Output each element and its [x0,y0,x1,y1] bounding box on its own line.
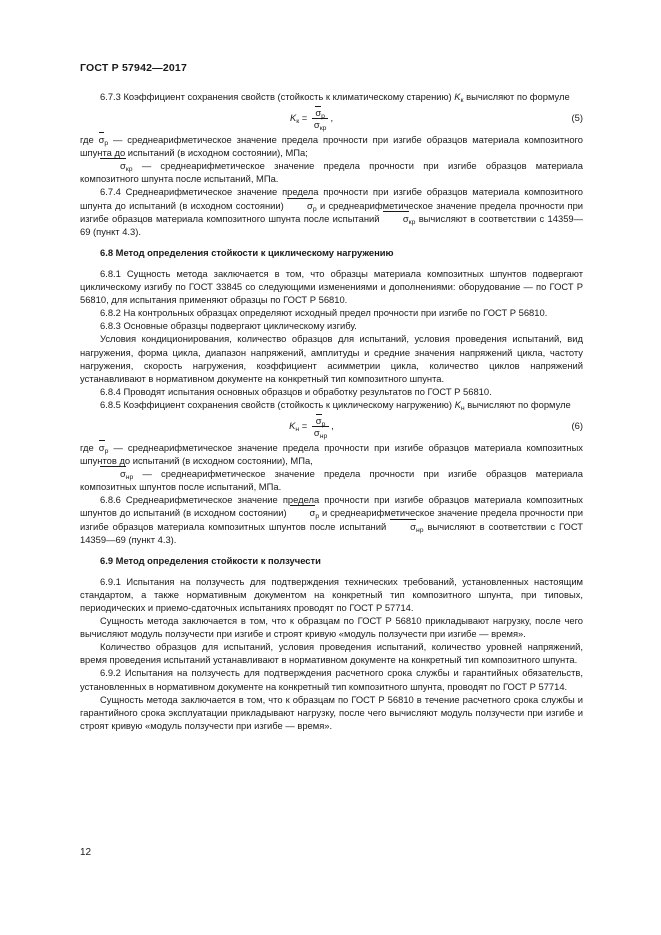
formula-6: $K_н$ = $\frac{\sigma_р}{\sigma_{нр}}$ , (6) [289,414,583,440]
paragraph-6-8-3: 6.8.3 Основные образцы подвергают циклическому изгибу. [100,320,357,332]
formula-5-lhs: K [289,112,297,124]
paragraph-6-9-1-essence: Сущность метода заключается в том, что к образцам по ГОСТ Р 56810 прикладывают нагрузку, после чего вычисляют модуль ползучести при изгибе и строят кривую «модуль ползучести при изгибе — время». [80,615,583,640]
paragraph-6-8-3-conditions: Условия кондиционирования, количество образцов для испытаний, условия проведения испытаний, вид нагружения, форма цикла, диапазон напряжений, амплитуды и средние значения напряжений цикла, частоту нагружения, скорость нагружения, коэффициент асимметрии цикла, количество циклов напряжений устанавливают в нормативном документе на конкретный тип композитного шпунта. [80,333,583,384]
where-6-b: $\sigma_{нр}$ — среднеарифметическое значение предела прочности при изгибе образцов материала композитных шпунтов после испытаний, МПа. [80,468,583,493]
page-content [80,90,583,732]
paragraph-6-9-1: 6.9.1 Испытания на ползучесть для подтверждения технических требований, установленных настоящим стандартом, а также нормативным документом на конкретный тип композитного шпунта, при типовых, периодических и приемо-сдаточных испытаниях проводят по ГОСТ Р 57714. [80,575,583,613]
formula-6-fraction: $\frac{\sigma_р}{\sigma_{нр}}$ [313,414,328,440]
paragraph-6-8-5: 6.8.5 Коэффициент сохранения свойств (стойкость к циклическому нагружению) $K_н$ вычисляют по формуле [100,398,571,412]
formula-6-number: (6) [571,419,583,431]
where-6-a: где $\sigma_р$ — среднеарифметическое значение предела прочности при изгибе образцов материала композитных шпунтов до испытаний (в исходном состоянии), МПа, [80,441,583,467]
paragraph-6-9-2: 6.9.2 Испытания на ползучесть для подтверждения расчетного срока службы и гарантийных обязательств, установленных в нормативном документе на конкретный тип композитного шпунта, проводят по ГОСТ Р 57714. [80,667,583,692]
page-number: 12 [80,847,92,858]
formula-5: $K_к$ = $\frac{\sigma_р}{\sigma_{кр}}$ , (5) [289,107,583,133]
formula-5-eq: = [301,112,308,124]
paragraph-6-8-4: 6.8.4 Проводят испытания основных образцов и обработку результатов по ГОСТ Р 56810. [100,385,492,397]
where-5-b: $\sigma_{кр}$ — среднеарифметическое значение предела прочности при изгибе образцов материала композитного шпунта после испытаний, МПа. [80,160,583,185]
formula-5-fraction: $\frac{\sigma_р}{\sigma_{кр}}$ [313,107,327,133]
paragraph-6-9-2-essence: Сущность метода заключается в том, что к образцам по ГОСТ Р 56810 в течение расчетного срока службы и гарантийного срока эксплуатации прикладывают нагрузку, после чего вычисляют модуль ползучести при изгибе и строят кривую «модуль ползучести при изгибе — время». [80,693,583,731]
paragraph-6-7-3: 6.7.3 Коэффициент сохранения свойств (стойкость к климатическому старению) $K_к$ вычисляют по формуле [100,91,570,104]
formula-6-lhs: K [289,419,296,431]
paragraph-6-9-1-conditions: Количество образцов для испытаний, условия проведения испытаний, количество уровней напряжений, время проведения испытаний устанавливают в нормативном документе на конкретный тип композитного шпунта. [80,641,583,666]
formula-5-number: (5) [571,112,583,124]
where-5-a: где $\sigma_р$ — среднеарифметическое значение предела прочности при изгибе образцов материала композитного шпунта до испытаний (в исходном состоянии), МПа; [80,134,583,159]
paragraph-6-8-1: 6.8.1 Сущность метода заключается в том, что образцы материала композитных шпунтов подвергают циклическому изгибу по ГОСТ 33845 со следующими изменениями и дополнениями: оборудование — по ГОСТ Р 56810, для испытания применяют образцы по ГОСТ Р 56810. [80,267,583,306]
paragraph-6-8-2: 6.8.2 На контрольных образцах определяют исходный предел прочности при изгибе по ГОСТ Р 56810. [100,307,548,319]
standard-header: ГОСТ Р 57942—2017 [80,62,188,74]
section-title-6-8: 6.8 Метод определения стойкости к циклическому нагружению [100,246,394,258]
formula-6-eq: = [301,419,308,431]
paragraph-6-7-4: 6.7.4 Среднеарифметическое значение предела прочности при изгибе образцов материала композитного шпунта до испытаний (в исходном состоянии) $\sigma_р$ и среднеарифметическое значение предела прочности при изгибе образцов материала композитного шпунта после испытаний $\sigma_{кр}$ вычисляют в соответствии с 14359—69 (пункт 4.3). [80,186,584,237]
section-title-6-9: 6.9 Метод определения стойкости к ползучести [100,554,321,566]
paragraph-6-8-6: 6.8.6 Среднеарифметическое значение предела прочности при изгибе образцов материала композитных шпунтов до испытаний (в исходном состоянии) $\sigma_р$ и среднеарифметическое значение предела прочности при изгибе образцов материала композитных шпунтов после испытаний $\sigma_{нр}$ вычисляют в соответствии с ГОСТ 14359—69 (пункт 4.3). [80,494,584,545]
